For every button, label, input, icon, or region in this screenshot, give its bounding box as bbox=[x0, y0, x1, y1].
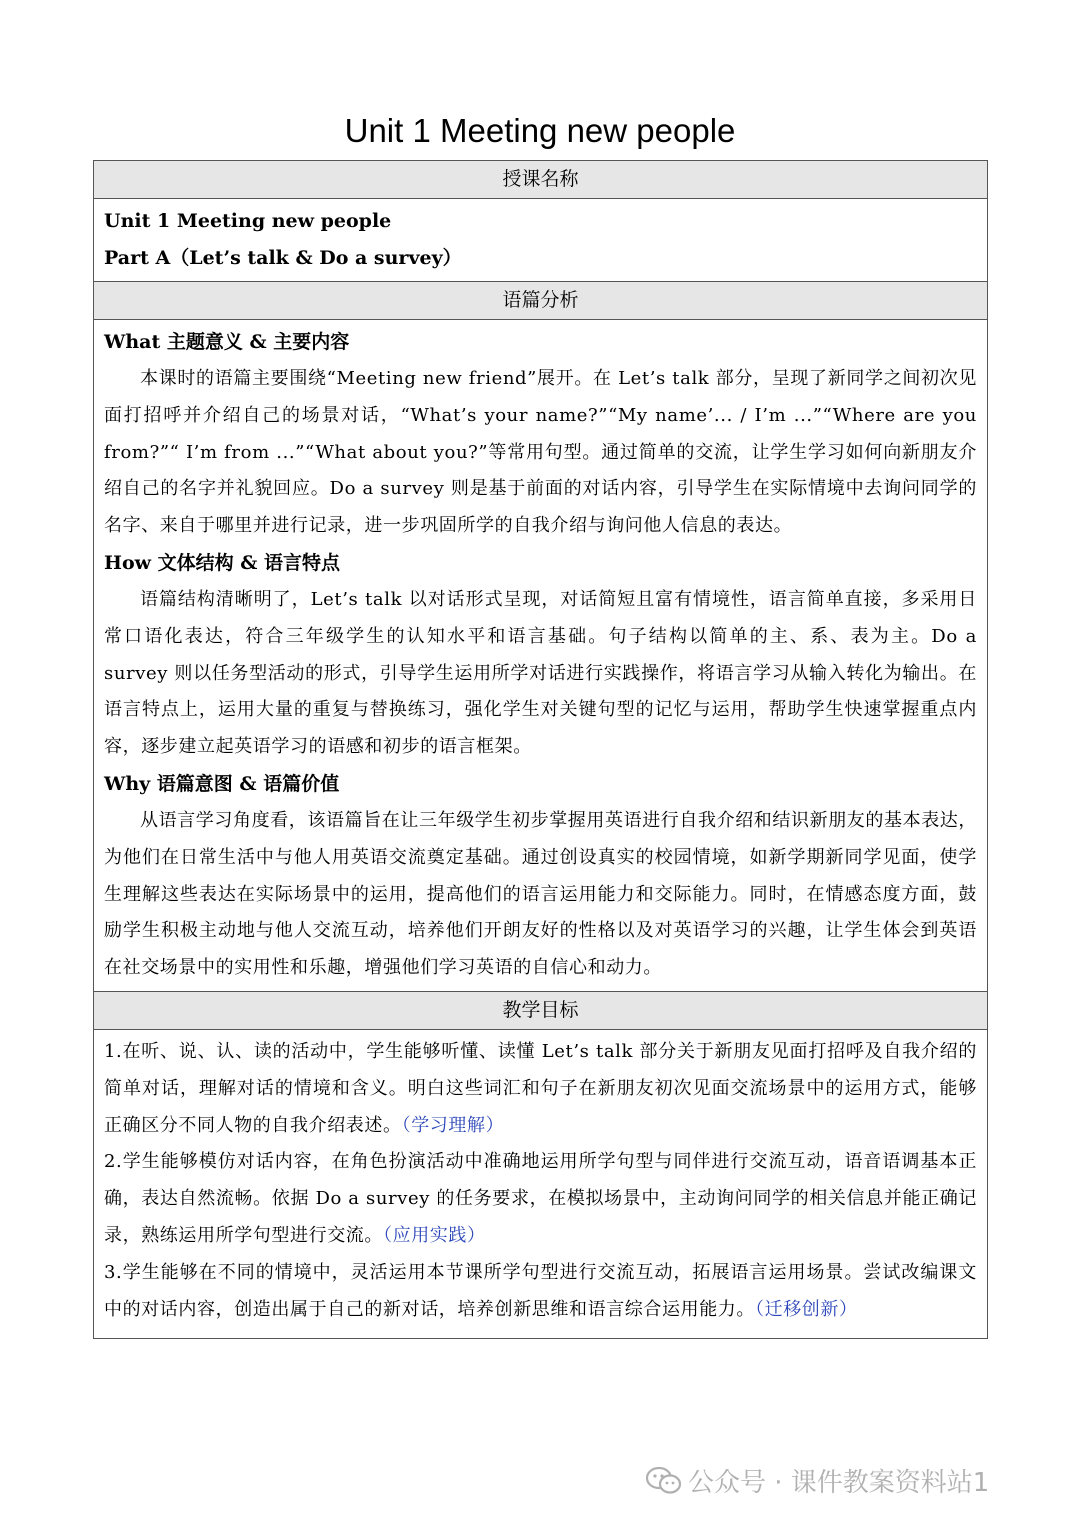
watermark-text: 公众号 · 课件教案资料站1 bbox=[688, 1468, 990, 1498]
what-paragraph: 本课时的语篇主要围绕“Meeting new friend”展开。在 Let’s talk 部分，呈现了新同学之间初次见面打招呼并介绍自己的场景对话，“What’s your name?”“My name’... / I’m ...”“Where are you from?”“ I’m from ...”“What about you?”等常用句型。通过简单的交流，让学生学习如何向新朋友介绍自己的名字并礼貌回应。Do a survey 则是基于前面的对话内容，引导学生在实际情境中去询问同学的名字、来自于哪里并进行记录，进一步巩固所学的自我介绍与询问他人信息的表达。 bbox=[104, 368, 977, 537]
section-header-course-name: 授课名称 bbox=[94, 161, 987, 199]
objective-text: 2.学生能够模仿对话内容，在角色扮演活动中准确地运用所学句型与同伴进行交流互动，语音语调基本正确，表达自然流畅。依据 Do a survey 的任务要求，在模拟场景中，主动询问同学的相关信息并能正确记录，熟练运用所学句型进行交流。 bbox=[104, 1151, 977, 1246]
course-name-cell bbox=[94, 199, 987, 282]
section-header-objectives: 教学目标 bbox=[94, 992, 987, 1030]
how-paragraph: 语篇结构清晰明了，Let’s talk 以对话形式呈现，对话简短且富有情境性，语言简单直接，多采用日常口语化表达，符合三年级学生的认知水平和语言基础。句子结构以简单的主、系、表为主。Do a survey 则以任务型活动的形式，引导学生运用所学对话进行实践操作，将语言学习从输入转化为输出。在语言特点上，运用大量的重复与替换练习，强化学生对关键句型的记忆与运用，帮助学生快速掌握重点内容，逐步建立起英语学习的语感和初步的语言框架。 bbox=[104, 588, 977, 758]
lesson-plan-table bbox=[93, 160, 988, 1339]
part-title: Part A（Let’s talk & Do a survey） bbox=[104, 247, 462, 269]
text-analysis-cell bbox=[94, 320, 987, 992]
objectives-cell bbox=[94, 1030, 987, 1338]
what-heading: What 主题意义 & 主要内容 bbox=[104, 331, 350, 353]
objective-text: 3.学生能够在不同的情境中，灵活运用本节课所学句型进行交流互动，拓展语言运用场景。尝试改编课文中的对话内容，创造出属于自己的新对话，培养创新思维和语言综合运用能力。 bbox=[104, 1261, 977, 1320]
section-header-text-analysis: 语篇分析 bbox=[94, 282, 987, 320]
wechat-icon bbox=[646, 1466, 682, 1496]
watermark bbox=[646, 1462, 989, 1499]
why-heading: Why 语篇意图 & 语篇价值 bbox=[104, 772, 340, 795]
document-title: Unit 1 Meeting new people bbox=[344, 112, 736, 149]
objective-tag: （应用实践） bbox=[383, 1224, 486, 1246]
objective-item bbox=[104, 1034, 977, 1144]
how-heading: How 文体结构 & 语言特点 bbox=[104, 551, 340, 574]
objective-tag: （迁移创新） bbox=[755, 1298, 858, 1320]
objective-item bbox=[104, 1144, 977, 1254]
objective-text: 1.在听、说、认、读的活动中，学生能够听懂、读懂 Let’s talk 部分关于新朋友见面打招呼及自我介绍的简单对话，理解对话的情境和含义。明白这些词汇和句子在新朋友初次见面交流场景中的运用方式，能够正确区分不同人物的自我介绍表述。 bbox=[104, 1040, 977, 1136]
objective-tag: （学习理解） bbox=[401, 1114, 505, 1136]
unit-title: Unit 1 Meeting new people bbox=[104, 210, 392, 232]
why-paragraph: 从语言学习角度看，该语篇旨在让三年级学生初步掌握用英语进行自我介绍和结识新朋友的基本表达，为他们在日常生活中与他人用英语交流奠定基础。通过创设真实的校园情境，如新学期新同学见面，使学生理解这些表达在实际场景中的运用，提高他们的语言运用能力和交际能力。同时，在情感态度方面，鼓励学生积极主动地与他人交流互动，培养他们开朗友好的性格以及对英语学习的兴趣，让学生体会到英语在社交场景中的实用性和乐趣，增强他们学习英语的自信心和动力。 bbox=[104, 809, 977, 979]
objective-item bbox=[104, 1255, 977, 1329]
